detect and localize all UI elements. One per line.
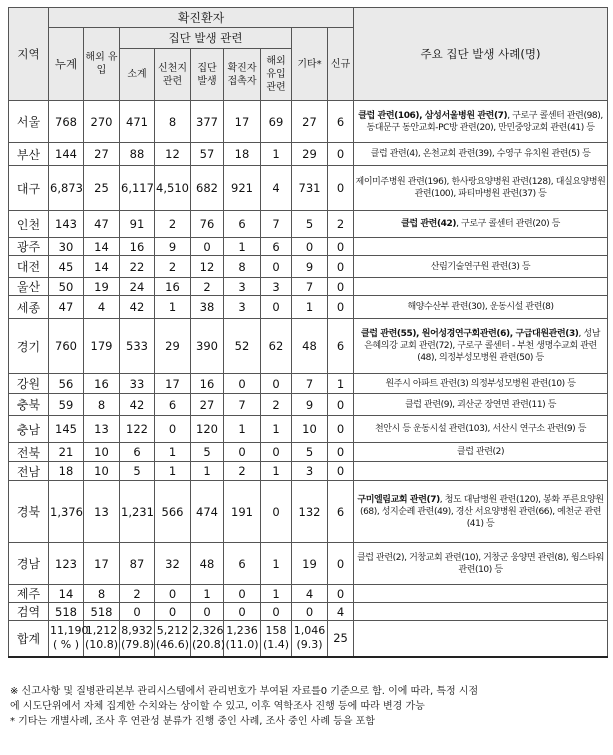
overseas-cell: 270 xyxy=(84,101,120,143)
total-cell xyxy=(261,621,292,657)
overseas-related-cell: 1 xyxy=(261,416,292,443)
cases-note-cell xyxy=(354,374,608,394)
new-cell: 6 xyxy=(328,481,354,543)
overseas-cell: 10 xyxy=(84,443,120,462)
contact-cell: 0 xyxy=(224,374,261,394)
overseas-related-cell: 7 xyxy=(261,211,292,238)
other-cell: 7 xyxy=(292,278,328,296)
subtotal-cell: 6 xyxy=(120,443,155,462)
header-overseas: 해외 유입 xyxy=(84,28,120,101)
total-cell: 47 xyxy=(49,296,84,319)
new-cell: 6 xyxy=(328,101,354,143)
cluster-cell: 474 xyxy=(191,481,224,543)
other-cell: 19 xyxy=(292,543,328,585)
region-cell: 충남 xyxy=(9,416,49,443)
cluster-cell: 682 xyxy=(191,166,224,211)
overseas-cell: 13 xyxy=(84,481,120,543)
total-value: 1,212 xyxy=(85,624,118,638)
cases-note-text: , 청도 대남병원 관련(120), 봉화 푸른요양원(68), 성지순례 관련(49), 경산 서요양병원 관련(66), 예천군 관련(41) 등 xyxy=(359,494,604,529)
table-row xyxy=(9,543,608,585)
total-cell: 768 xyxy=(49,101,84,143)
shincheonji-cell: 16 xyxy=(155,278,191,296)
other-cell: 10 xyxy=(292,416,328,443)
subtotal-cell: 91 xyxy=(120,211,155,238)
total-cell: 50 xyxy=(49,278,84,296)
total-cell: 21 xyxy=(49,443,84,462)
total-percent: (20.8) xyxy=(192,638,226,652)
cluster-cell: 12 xyxy=(191,256,224,278)
contact-cell: 0 xyxy=(224,443,261,462)
region-cell: 광주 xyxy=(9,238,49,256)
cases-note-cell xyxy=(354,603,608,621)
total-cell xyxy=(155,621,191,657)
cases-note-text: , 구로구 콜센터 관련(98), 동대문구 동안교회-PC방 관련(20), 만민중앙교회 관련(41) 등 xyxy=(366,110,603,133)
subtotal-cell: 87 xyxy=(120,543,155,585)
table-row xyxy=(9,416,608,443)
total-value: 8,932 xyxy=(121,624,153,638)
total-cell: 144 xyxy=(49,143,84,166)
new-cell: 6 xyxy=(328,319,354,374)
overseas-cell: 27 xyxy=(84,143,120,166)
overseas-cell: 47 xyxy=(84,211,120,238)
cluster-cell: 2 xyxy=(191,278,224,296)
contact-cell: 17 xyxy=(224,101,261,143)
header-other: 기타* xyxy=(292,28,328,101)
region-cell: 서울 xyxy=(9,101,49,143)
overseas-related-cell: 4 xyxy=(261,166,292,211)
cluster-cell: 5 xyxy=(191,443,224,462)
other-cell: 3 xyxy=(292,462,328,481)
cases-note-text: 클럽 관련(2) xyxy=(456,447,505,457)
contact-cell: 0 xyxy=(224,603,261,621)
table-body xyxy=(9,101,608,621)
cases-note-cell xyxy=(354,296,608,319)
overseas-related-cell: 62 xyxy=(261,319,292,374)
header-region: 지역 xyxy=(9,8,49,101)
region-cell: 세종 xyxy=(9,296,49,319)
total-cell: 145 xyxy=(49,416,84,443)
new-cell: 0 xyxy=(328,394,354,416)
other-cell: 5 xyxy=(292,443,328,462)
subtotal-cell: 22 xyxy=(120,256,155,278)
region-cell: 인천 xyxy=(9,211,49,238)
total-percent: (11.0) xyxy=(225,638,259,652)
other-cell: 0 xyxy=(292,603,328,621)
shincheonji-cell: 8 xyxy=(155,101,191,143)
overseas-related-cell: 1 xyxy=(261,543,292,585)
overseas-related-cell: 0 xyxy=(261,603,292,621)
total-row xyxy=(9,621,608,657)
contact-cell: 52 xyxy=(224,319,261,374)
total-cell: 59 xyxy=(49,394,84,416)
cases-note-text: 클럽 관련(9), 괴산군 장연면 관련(11) 등 xyxy=(405,399,557,410)
table-row xyxy=(9,256,608,278)
total-value: 158 xyxy=(265,624,287,638)
overseas-cell: 19 xyxy=(84,278,120,296)
other-cell: 731 xyxy=(292,166,328,211)
shincheonji-cell: 9 xyxy=(155,238,191,256)
total-cell: 56 xyxy=(49,374,84,394)
contact-cell: 6 xyxy=(224,211,261,238)
shincheonji-cell: 1 xyxy=(155,296,191,319)
table-row xyxy=(9,211,608,238)
overseas-related-cell: 0 xyxy=(261,481,292,543)
cases-note-highlight: 클럽 관련(42) xyxy=(401,219,457,229)
cluster-cell: 38 xyxy=(191,296,224,319)
cases-note-cell xyxy=(354,166,608,211)
cluster-cell: 57 xyxy=(191,143,224,166)
cases-note-cell xyxy=(354,238,608,256)
new-cell: 0 xyxy=(328,585,354,603)
overseas-cell: 518 xyxy=(84,603,120,621)
header-new: 신규 xyxy=(328,28,354,101)
cases-note-text: 천안시 등 운동시설 관련(103), 서산시 연구소 관련(9) 등 xyxy=(375,424,587,434)
cases-note-text: , 성남 은혜의강 교회 관련(72), 구로구 콜센터 - 부천 생명수교회 관련(48), 의정부성모병원 관련(50) 등 xyxy=(364,329,601,363)
table-row xyxy=(9,101,608,143)
new-cell: 2 xyxy=(328,211,354,238)
total-cell: 518 xyxy=(49,603,84,621)
cases-note-text: 원주시 아파트 관련(3) 의정부성모병원 관련(10) 등 xyxy=(385,378,576,389)
overseas-related-cell: 1 xyxy=(261,585,292,603)
overseas-cell: 4 xyxy=(84,296,120,319)
cases-note-cell xyxy=(354,278,608,296)
region-cell: 대구 xyxy=(9,166,49,211)
subtotal-cell: 24 xyxy=(120,278,155,296)
subtotal-cell: 42 xyxy=(120,296,155,319)
contact-cell: 0 xyxy=(224,585,261,603)
cluster-cell: 76 xyxy=(191,211,224,238)
subtotal-cell: 6,117 xyxy=(120,166,155,211)
total-percent: (10.8) xyxy=(85,638,119,652)
new-cell: 0 xyxy=(328,238,354,256)
cases-note-cell xyxy=(354,416,608,443)
shincheonji-cell: 4,510 xyxy=(155,166,191,211)
subtotal-cell: 471 xyxy=(120,101,155,143)
subtotal-cell: 16 xyxy=(120,238,155,256)
overseas-cell: 14 xyxy=(84,238,120,256)
total-label: 합계 xyxy=(9,621,49,657)
cases-note-cell xyxy=(354,543,608,585)
total-value: 1,236 xyxy=(226,624,258,638)
overseas-related-cell: 0 xyxy=(261,374,292,394)
other-cell: 4 xyxy=(292,585,328,603)
table-row xyxy=(9,443,608,462)
contact-cell: 3 xyxy=(224,296,261,319)
covid-status-table xyxy=(8,7,608,658)
table-row xyxy=(9,238,608,256)
total-cell: 30 xyxy=(49,238,84,256)
shincheonji-cell: 1 xyxy=(155,462,191,481)
cluster-cell: 120 xyxy=(191,416,224,443)
total-cell xyxy=(120,621,155,657)
cluster-cell: 27 xyxy=(191,394,224,416)
contact-cell: 1 xyxy=(224,416,261,443)
total-cell: 18 xyxy=(49,462,84,481)
shincheonji-cell: 6 xyxy=(155,394,191,416)
region-cell: 경기 xyxy=(9,319,49,374)
overseas-related-cell: 0 xyxy=(261,296,292,319)
region-cell: 검역 xyxy=(9,603,49,621)
new-cell: 0 xyxy=(328,443,354,462)
header-total: 누계 xyxy=(49,28,84,101)
overseas-cell: 10 xyxy=(84,462,120,481)
shincheonji-cell: 0 xyxy=(155,585,191,603)
total-cell xyxy=(292,621,328,657)
new-cell: 0 xyxy=(328,278,354,296)
contact-cell: 18 xyxy=(224,143,261,166)
other-cell: 27 xyxy=(292,101,328,143)
cluster-cell: 48 xyxy=(191,543,224,585)
cases-note-text: 산림기술연구원 관련(3) 등 xyxy=(430,261,531,272)
region-cell: 충북 xyxy=(9,394,49,416)
new-cell: 0 xyxy=(328,296,354,319)
subtotal-cell: 33 xyxy=(120,374,155,394)
region-cell: 대전 xyxy=(9,256,49,278)
cases-note-highlight: 구미엘림교회 관련(7) xyxy=(357,494,440,505)
overseas-related-cell: 1 xyxy=(261,462,292,481)
total-value: 1,046 xyxy=(293,624,326,638)
overseas-cell: 8 xyxy=(84,394,120,416)
header-overseas-related: 해외 유입 관련 xyxy=(261,49,292,101)
region-cell: 부산 xyxy=(9,143,49,166)
total-percent: ( % ) xyxy=(52,638,80,652)
cluster-cell: 1 xyxy=(191,462,224,481)
table-row xyxy=(9,166,608,211)
contact-cell: 1 xyxy=(224,238,261,256)
cases-note-highlight: 클럽 관련(55), 원어성경연구회관련(6), 구급대원관련(3) xyxy=(360,329,579,339)
table-row xyxy=(9,374,608,394)
total-cell xyxy=(224,621,261,657)
header-subtotal: 소계 xyxy=(120,49,155,101)
contact-cell: 191 xyxy=(224,481,261,543)
cases-note-text: 클럽 관련(4), 온천교회 관련(39), 수영구 유치원 관련(5) 등 xyxy=(370,149,591,159)
overseas-cell: 13 xyxy=(84,416,120,443)
contact-cell: 921 xyxy=(224,166,261,211)
shincheonji-cell: 17 xyxy=(155,374,191,394)
total-cell: 14 xyxy=(49,585,84,603)
overseas-cell: 179 xyxy=(84,319,120,374)
total-value: 11,190 xyxy=(50,624,89,638)
table-row xyxy=(9,394,608,416)
cluster-cell: 1 xyxy=(191,585,224,603)
total-percent: (79.8) xyxy=(121,638,155,652)
other-cell: 5 xyxy=(292,211,328,238)
table-row xyxy=(9,462,608,481)
shincheonji-cell: 2 xyxy=(155,211,191,238)
total-cell: 143 xyxy=(49,211,84,238)
other-cell: 132 xyxy=(292,481,328,543)
shincheonji-cell: 12 xyxy=(155,143,191,166)
header-confirmed: 확진환자 xyxy=(49,8,354,28)
table-row xyxy=(9,481,608,543)
new-cell: 0 xyxy=(328,462,354,481)
table-row xyxy=(9,319,608,374)
total-cell xyxy=(49,621,89,657)
new-cell: 0 xyxy=(328,416,354,443)
shincheonji-cell: 32 xyxy=(155,543,191,585)
cases-note-cell xyxy=(354,256,608,278)
total-note xyxy=(354,621,608,657)
cases-note-cell xyxy=(354,481,608,543)
other-cell: 48 xyxy=(292,319,328,374)
header-shincheonji: 신천지 관련 xyxy=(155,49,191,101)
overseas-related-cell: 1 xyxy=(261,143,292,166)
table-row xyxy=(9,585,608,603)
subtotal-cell: 0 xyxy=(120,603,155,621)
cases-note-cell xyxy=(354,143,608,166)
cluster-cell: 377 xyxy=(191,101,224,143)
header-cases: 주요 집단 발생 사례(명) xyxy=(354,8,608,101)
other-cell: 0 xyxy=(292,238,328,256)
subtotal-cell: 2 xyxy=(120,585,155,603)
new-cell: 0 xyxy=(328,256,354,278)
cluster-cell: 0 xyxy=(191,238,224,256)
overseas-cell: 8 xyxy=(84,585,120,603)
other-cell: 9 xyxy=(292,394,328,416)
cases-note-highlight: 클럽 관련(106), 삼성서울병원 관련(7) xyxy=(358,110,508,121)
overseas-related-cell: 3 xyxy=(261,278,292,296)
cases-note-text: 해양수산부 관련(30), 운동시설 관련(8) xyxy=(407,302,554,312)
shincheonji-cell: 2 xyxy=(155,256,191,278)
total-cell: 6,873 xyxy=(49,166,84,211)
footnotes xyxy=(10,684,606,729)
table-row xyxy=(9,143,608,166)
header-contact: 확진자 접촉자 xyxy=(224,49,261,101)
cases-note-cell xyxy=(354,101,608,143)
shincheonji-cell: 566 xyxy=(155,481,191,543)
contact-cell: 8 xyxy=(224,256,261,278)
new-cell: 1 xyxy=(328,374,354,394)
footnote-line: * 기타는 개별사례, 조사 후 연관성 분류가 진행 중인 사례, 조사 중인 사례 등을 포함 xyxy=(10,716,375,727)
footnote-line: 에 시도단위에서 자체 집계한 수치와는 상이할 수 있고, 이후 역학조사 진행 등에 따라 변경 가능 xyxy=(10,701,425,712)
subtotal-cell: 533 xyxy=(120,319,155,374)
region-cell: 제주 xyxy=(9,585,49,603)
overseas-related-cell: 2 xyxy=(261,394,292,416)
overseas-cell: 17 xyxy=(84,543,120,585)
shincheonji-cell: 0 xyxy=(155,603,191,621)
contact-cell: 3 xyxy=(224,278,261,296)
overseas-related-cell: 0 xyxy=(261,256,292,278)
contact-cell: 7 xyxy=(224,394,261,416)
cases-note-cell xyxy=(354,394,608,416)
cases-note-cell xyxy=(354,443,608,462)
overseas-cell: 14 xyxy=(84,256,120,278)
contact-cell: 2 xyxy=(224,462,261,481)
new-cell: 0 xyxy=(328,143,354,166)
subtotal-cell: 42 xyxy=(120,394,155,416)
total-cell: 45 xyxy=(49,256,84,278)
subtotal-cell: 5 xyxy=(120,462,155,481)
total-percent: (1.4) xyxy=(262,638,290,652)
subtotal-cell: 1,231 xyxy=(120,481,155,543)
total-new: 25 xyxy=(328,621,354,657)
overseas-related-cell: 6 xyxy=(261,238,292,256)
other-cell: 7 xyxy=(292,374,328,394)
cluster-cell: 0 xyxy=(191,603,224,621)
shincheonji-cell: 0 xyxy=(155,416,191,443)
subtotal-cell: 88 xyxy=(120,143,155,166)
other-cell: 29 xyxy=(292,143,328,166)
total-value: 5,212 xyxy=(156,624,189,638)
new-cell: 0 xyxy=(328,543,354,585)
total-value: 2,326 xyxy=(192,624,224,638)
shincheonji-cell: 29 xyxy=(155,319,191,374)
table-row xyxy=(9,296,608,319)
region-cell: 전북 xyxy=(9,443,49,462)
total-cell xyxy=(84,621,120,657)
footnote-line: ※ 신고사항 및 질병관리본부 관리시스템에서 관리번호가 부여된 자료를0 기준으로 함. 이에 따라, 특정 시점 xyxy=(10,686,479,697)
region-cell: 강원 xyxy=(9,374,49,394)
total-percent: (9.3) xyxy=(296,638,323,652)
total-cell xyxy=(191,621,224,657)
cluster-cell: 16 xyxy=(191,374,224,394)
header-cluster-group: 집단 발생 관련 xyxy=(120,28,292,49)
region-cell: 경북 xyxy=(9,481,49,543)
overseas-related-cell: 69 xyxy=(261,101,292,143)
cluster-cell: 390 xyxy=(191,319,224,374)
new-cell: 0 xyxy=(328,166,354,211)
region-cell: 울산 xyxy=(9,278,49,296)
cases-note-cell xyxy=(354,585,608,603)
total-cell: 123 xyxy=(49,543,84,585)
total-cell: 1,376 xyxy=(49,481,84,543)
subtotal-cell: 122 xyxy=(120,416,155,443)
region-cell: 전남 xyxy=(9,462,49,481)
contact-cell: 6 xyxy=(224,543,261,585)
cases-note-text: , 구로구 콜센터 관련(20) 등 xyxy=(456,219,560,229)
total-percent: (46.6) xyxy=(156,638,190,652)
other-cell: 9 xyxy=(292,256,328,278)
cases-note-cell xyxy=(354,462,608,481)
overseas-cell: 25 xyxy=(84,166,120,211)
table-row xyxy=(9,278,608,296)
cases-note-cell xyxy=(354,211,608,238)
overseas-related-cell: 0 xyxy=(261,443,292,462)
region-cell: 경남 xyxy=(9,543,49,585)
other-cell: 1 xyxy=(292,296,328,319)
shincheonji-cell: 1 xyxy=(155,443,191,462)
table-row xyxy=(9,603,608,621)
cases-note-text: 클럽 관련(2), 거창교회 관련(10), 거창군 웅양면 관련(8), 윙스타워 관련(10) 등 xyxy=(356,552,605,575)
new-cell: 4 xyxy=(328,603,354,621)
cases-note-cell xyxy=(354,319,608,374)
total-cell: 760 xyxy=(49,319,84,374)
header-cluster: 집단 발생 xyxy=(191,49,224,101)
overseas-cell: 16 xyxy=(84,374,120,394)
cases-note-text: 제이미주병원 관련(196), 한사랑요양병원 관련(128), 대실요양병원 관련(100), 파티마병원 관련(37) 등 xyxy=(355,177,606,199)
